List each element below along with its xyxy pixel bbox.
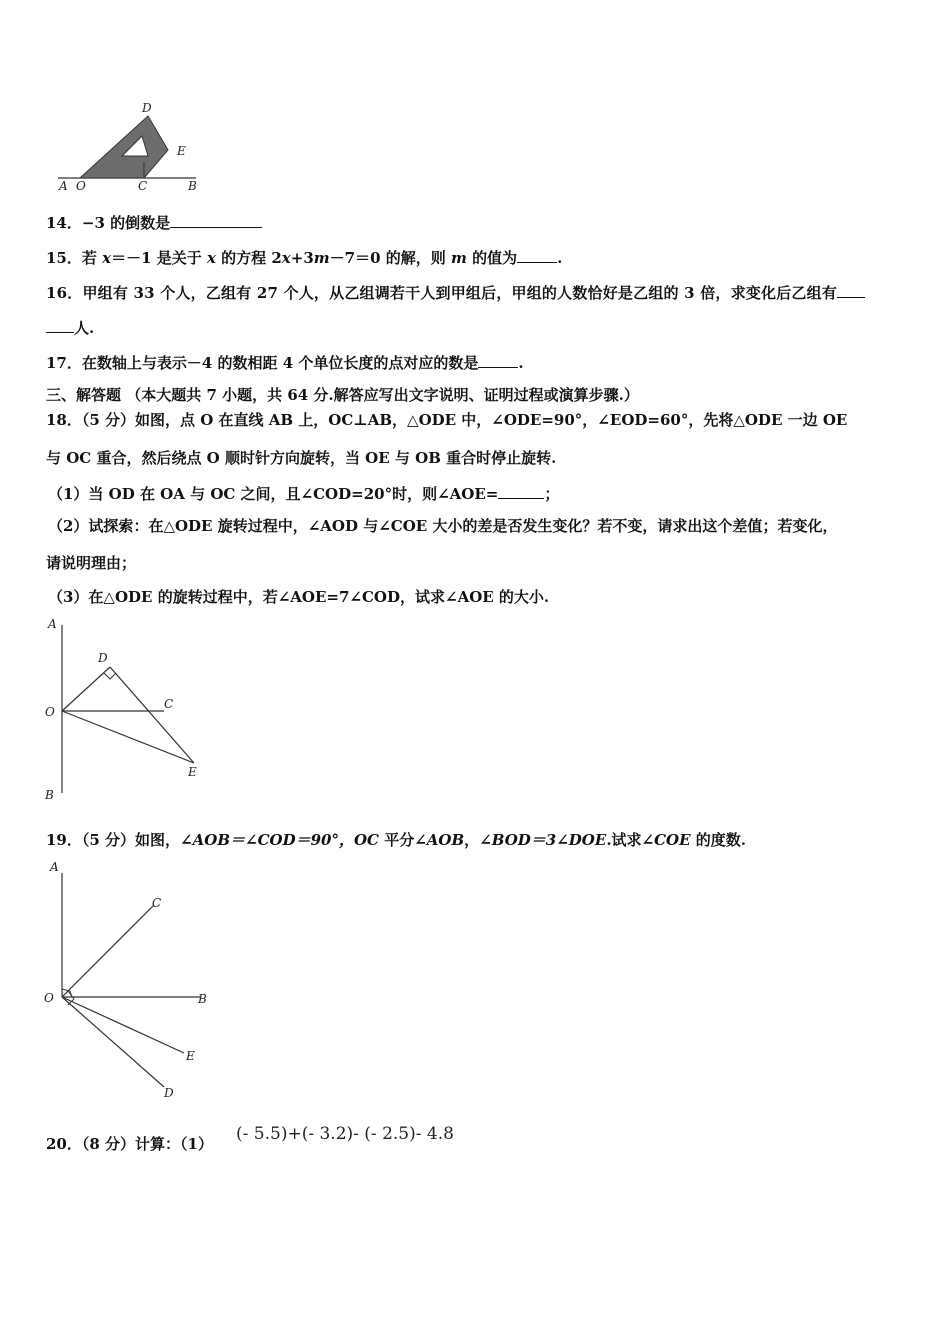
subquestion-text: 请说明理由； [46, 554, 137, 572]
triangle-rotation-figure [40, 615, 220, 810]
label-O: O [45, 705, 55, 719]
question-18-sub2 [48, 516, 910, 536]
var-x: x [102, 249, 112, 267]
text-part: ＝－1 是关于 [111, 249, 207, 267]
var-x: x [206, 249, 216, 267]
question-text: 与 OC 重合，然后绕点 O 顺时针方向旋转，当 OE 与 OB 重合时停止旋转. [46, 449, 557, 467]
question-18-line2 [46, 448, 910, 468]
label-C: C [152, 896, 162, 910]
text-part: ∠BOD＝3∠DOE [479, 831, 607, 849]
question-17 [46, 351, 910, 373]
question-number: 15． [46, 249, 82, 267]
text-part: 的方程 2 [215, 249, 282, 267]
section-heading [46, 385, 910, 405]
label-O: O [44, 991, 54, 1005]
question-number: 16． [46, 284, 83, 302]
text-part: 若 [81, 249, 103, 267]
question-20 [46, 1134, 910, 1154]
label-E: E [186, 1049, 195, 1063]
label-E: E [177, 144, 186, 158]
set-square-figure [56, 100, 206, 195]
label-C: C [164, 697, 174, 711]
label-A: A [59, 179, 68, 193]
var-m: m [450, 249, 467, 267]
answer-blank[interactable] [478, 351, 518, 368]
question-text: 甲组有 33 个人，乙组有 27 个人，从乙组调若干人到甲组后，甲组的人数恰好是乙组的 3 倍，求变化后乙组有 [82, 284, 838, 302]
question-text: −3 的倒数是 [81, 214, 171, 232]
angles-figure [40, 855, 220, 1105]
question-18-line1 [46, 410, 910, 430]
text-part: ∠COE [641, 831, 691, 849]
question-number: 17． [46, 354, 82, 372]
text-part: OC [353, 831, 379, 849]
question-18-sub3 [48, 587, 910, 607]
text-part: 的值为 [466, 249, 518, 267]
question-text: 在数轴上与表示－4 的数相距 4 个单位长度的点对应的数是 [81, 354, 479, 372]
label-B: B [45, 788, 54, 802]
var-m: m [313, 249, 330, 267]
ray-OC [62, 905, 154, 997]
label-E: E [188, 765, 197, 779]
var-x: x [281, 249, 291, 267]
question-number: 19． [46, 831, 82, 849]
label-D: D [142, 101, 152, 115]
question-19 [46, 830, 910, 850]
question-15 [46, 246, 910, 268]
question-14 [46, 211, 910, 233]
label-A: A [48, 617, 57, 631]
question-number: 20． [46, 1135, 82, 1153]
label-C: C [138, 179, 148, 193]
label-B: B [188, 179, 197, 193]
subquestion-text: （1）当 OD 在 OA 与 OC 之间，且∠COD=20°时，则∠AOE= [48, 485, 499, 503]
answer-blank[interactable] [498, 482, 544, 499]
label-A: A [50, 860, 59, 874]
text-part: .试求 [606, 831, 642, 849]
question-number: 18． [46, 411, 82, 429]
answer-blank-cont[interactable] [46, 316, 74, 333]
text-part: . [557, 249, 563, 267]
answer-blank[interactable] [170, 211, 262, 228]
question-16 [46, 281, 910, 303]
text-part: 平分 [378, 831, 415, 849]
text-part: . [518, 354, 524, 372]
text-part: －7＝0 的解，则 [329, 249, 451, 267]
label-B: B [198, 992, 207, 1006]
segment-OD [62, 667, 110, 711]
text-part: +3 [290, 249, 314, 267]
text-part: （5 分）如图， [81, 831, 181, 849]
ray-OD [62, 997, 164, 1087]
label-D: D [98, 651, 108, 665]
answer-blank[interactable] [837, 281, 865, 298]
question-text: （8 分）计算：（1） [81, 1135, 213, 1153]
question-text: 人. [74, 319, 95, 337]
subquestion-text: （2）试探索：在△ODE 旋转过程中，∠AOD 与∠COE 大小的差是否发生变化？若不变，请求出这个差值；若变化， [48, 517, 838, 535]
question-16-cont [46, 316, 910, 338]
section-title: 三、解答题 （本大题共 7 小题，共 64 分.解答应写出文字说明、证明过程或演算步骤.） [46, 386, 639, 404]
ray-OE [62, 997, 184, 1053]
set-square-shape [80, 116, 168, 178]
text-part: ； [544, 485, 560, 503]
question-text: （5 分）如图，点 O 在直线 AB 上，OC⊥AB，△ODE 中，∠ODE=90°，∠EOD=60°，先将△ODE 一边 OE [81, 411, 848, 429]
text-part: 的度数. [690, 831, 747, 849]
text-part: ， [464, 831, 480, 849]
subquestion-text: （3）在△ODE 的旋转过程中，若∠AOE=7∠COD，试求∠AOE 的大小. [48, 588, 550, 606]
question-number: 14． [46, 214, 82, 232]
right-angle-mark [104, 673, 116, 679]
math-expression: (- 5.5)+(- 3.2)- (- 2.5)- 4.8 [236, 1124, 454, 1144]
text-part: ∠AOB [414, 831, 465, 849]
segment-DE [110, 667, 194, 763]
question-18-sub2-cont [46, 553, 910, 573]
label-D: D [164, 1086, 174, 1100]
question-18-sub1 [48, 482, 910, 504]
label-O: O [76, 179, 86, 193]
text-part: ∠AOB＝∠COD＝90°， [180, 831, 354, 849]
segment-OE [62, 711, 194, 763]
answer-blank[interactable] [517, 246, 557, 263]
